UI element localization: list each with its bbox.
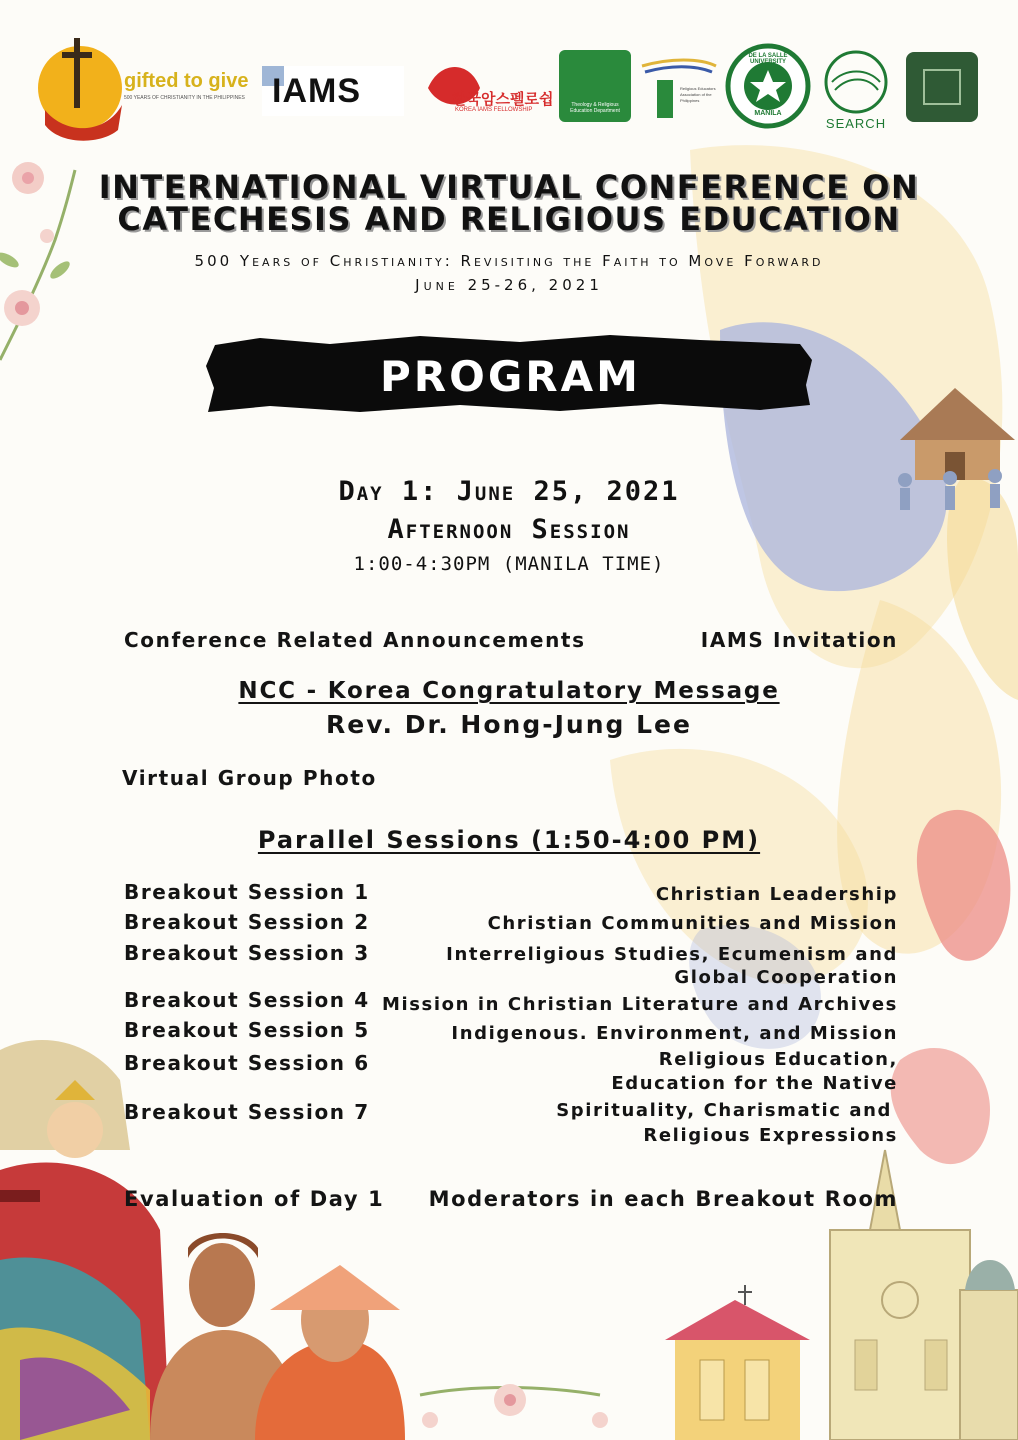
moderators-item: Moderators in each Breakout Room: [428, 1187, 898, 1211]
breakout-session-topic: Indigenous. Environment, and Mission: [451, 1023, 898, 1044]
conference-title-line-2: CATECHESIS AND RELIGIOUS EDUCATION: [117, 200, 901, 238]
day-title: Day 1: June 25, 2021: [338, 476, 680, 507]
breakout-session-label: Breakout Session 3: [124, 941, 370, 965]
group-photo-item: Virtual Group Photo: [122, 766, 377, 790]
korea-fellowship-logo: 한국암스펠로쉽: [452, 90, 554, 108]
breakout-session-label: Breakout Session 4: [124, 988, 370, 1012]
breakout-session-topic: Religious Expressions: [643, 1125, 898, 1146]
breakout-session-label: Breakout Session 6: [124, 1051, 370, 1075]
breakout-session-topic: Spirituality, Charismatic and: [556, 1100, 892, 1121]
parallel-sessions-title: Parallel Sessions (1:50-4:00 PM): [257, 826, 761, 854]
breakout-session-label: Breakout Session 7: [124, 1100, 370, 1124]
program-banner-label: PROGRAM: [380, 352, 641, 401]
session-name: Afternoon Session: [387, 514, 631, 545]
congratulatory-message-speaker: Rev. Dr. Hong-Jung Lee: [326, 710, 692, 739]
conference-dates: June 25-26, 2021: [415, 276, 603, 294]
announcements-item: Conference Related Announcements: [124, 628, 586, 652]
breakout-session-label: Breakout Session 2: [124, 910, 370, 934]
congratulatory-message-title: NCC - Korea Congratulatory Message: [238, 678, 780, 704]
breakout-session-topic: Global Cooperation: [674, 967, 898, 988]
korea-fellowship-subtitle: KOREA IAMS FELLOWSHIP: [455, 107, 533, 113]
breakout-session-topic: Religious Education,: [658, 1049, 898, 1070]
breakout-session-label: Breakout Session 5: [124, 1018, 370, 1042]
breakout-session-topic: Interreligious Studies, Ecumenism and: [446, 944, 898, 965]
iams-invitation-item: IAMS Invitation: [700, 628, 898, 652]
iams-logo: IAMS: [272, 72, 361, 110]
conference-theme: 500 Years of Christianity: Revisiting the Faith to Move Forward: [194, 252, 824, 270]
religious-educators-logo: Religious Educators Association of the Philippines: [680, 86, 716, 103]
conference-title-line-1: INTERNATIONAL VIRTUAL CONFERENCE ON: [98, 168, 920, 206]
dlsu-logo-top: DE LA SALLE UNIVERSITY: [748, 53, 788, 65]
search-logo: SEARCH: [825, 116, 887, 131]
session-time: 1:00-4:30PM (MANILA TIME): [353, 553, 665, 575]
dlsu-logo-bottom: MANILA: [754, 110, 782, 117]
breakout-session-label: Breakout Session 1: [124, 880, 370, 904]
breakout-session-topic: Christian Communities and Mission: [487, 913, 898, 934]
theology-department-logo: Theology & Religious Education Department: [570, 102, 620, 114]
breakout-session-topic: Christian Leadership: [655, 884, 898, 905]
evaluation-item: Evaluation of Day 1: [124, 1187, 385, 1211]
gifted-to-give-logo: gifted to give: [124, 70, 249, 92]
breakout-session-topic: Education for the Native: [611, 1073, 898, 1094]
breakout-session-topic: Mission in Christian Literature and Archives: [381, 994, 898, 1015]
gifted-to-give-subtitle: 500 YEARS OF CHRISTIANITY IN THE PHILIPPINES: [124, 95, 245, 101]
